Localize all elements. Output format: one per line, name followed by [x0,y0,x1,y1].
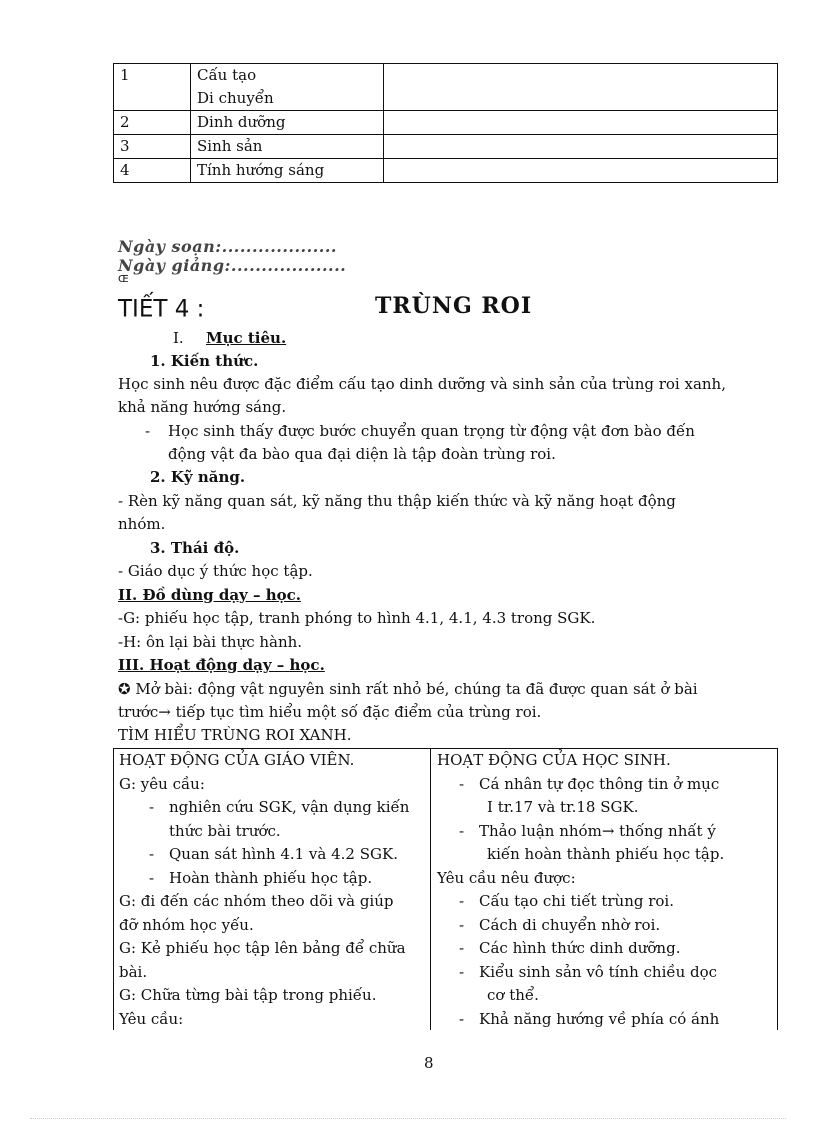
paragraph: nhóm. [118,515,166,533]
paragraph: - Giáo dục ý thức học tập. [118,562,313,580]
paragraph: khả năng hướng sáng. [118,398,287,416]
empty-cell [384,159,778,183]
student-line: kiến hoàn thành phiếu học tập. [487,845,725,863]
teacher-line: G: Kẻ phiếu học tập lên bảng để chữa [119,939,406,957]
student-bullet: - Kiểu sinh sản vô tính chiều dọc [459,962,718,981]
paragraph: - Rèn kỹ năng quan sát, kỹ năng thu thập kiến thức và kỹ năng hoạt động [118,492,676,510]
page-number: 8 [424,1054,434,1072]
row-number: 2 [114,111,191,135]
page-bottom-rule [30,1118,786,1119]
row-content: Dinh dưỡng [191,111,384,135]
subsection-knowledge: 1. Kiến thức. [150,352,259,370]
activity-table [113,748,778,1030]
column-divider [430,749,431,1030]
student-bullet: - Cách di chuyển nhờ roi. [459,915,661,934]
student-bullet: - Thảo luận nhóm→ thống nhất ý [459,821,716,840]
paragraph: Học sinh thấy được bước chuyển quan trọng từ động vật đơn bào đến [168,422,695,440]
row-number: 1 [114,64,191,111]
teacher-bullet: - Quan sát hình 4.1 và 4.2 SGK. [149,845,398,863]
teacher-line: thức bài trước. [169,821,281,840]
row-item: Cấu tạo [197,66,257,84]
paragraph: -G: phiếu học tập, tranh phóng to hình 4.1, 4.1, 4.3 trong SGK. [118,609,596,627]
teacher-header: HOẠT ĐỘNG CỦA GIÁO VIÊN. [119,751,355,769]
student-bullet: - Các hình thức dinh dưỡng. [459,939,681,957]
student-bullet: - Cá nhân tự đọc thông tin ở mục [459,774,720,793]
row-content: Sinh sản [191,135,384,159]
empty-cell [384,64,778,111]
row-content [191,64,384,111]
student-bullet: - Khả năng hướng về phía có ánh [459,1009,720,1028]
teacher-line: G: yêu cầu: [119,774,205,793]
teacher-line: G: Chữa từng bài tập trong phiếu. [119,986,377,1004]
table-row [114,64,778,111]
row-number: 3 [114,135,191,159]
ce-mark: Œ [118,274,129,285]
paragraph: -H: ôn lại bài thực hành. [118,633,303,651]
section-2-title: II. Đồ dùng dạy – học. [118,586,301,604]
teacher-line: đỡ nhóm học yếu. [119,915,254,934]
lesson-title: TRÙNG ROI [375,293,533,319]
row-item: Di chuyển [197,89,274,107]
paragraph: ✪ Mở bài: động vật nguyên sinh rất nhỏ bé, chúng ta đã được quan sát ở bài [118,680,698,698]
section-1-title: Mục tiêu. [206,329,287,347]
activity-heading: TÌM HIỂU TRÙNG ROI XANH. [118,726,352,744]
section-3-title: III. Hoạt động dạy – học. [118,656,325,674]
student-column [437,749,772,1031]
student-bullet: - Cấu tạo chi tiết trùng roi. [459,892,674,910]
subsection-attitude: 3. Thái độ. [150,539,240,557]
teacher-line: Yêu cầu: [119,1009,184,1028]
table-row [114,111,778,135]
summary-table [113,63,778,183]
row-number: 4 [114,159,191,183]
section-1-number: I. [173,329,184,347]
student-line: cơ thể. [487,986,539,1004]
student-line: Yêu cầu nêu được: [437,868,576,887]
student-header: HOẠT ĐỘNG CỦA HỌC SINH. [437,751,671,769]
ngay-soan: Ngày soạn:................... [118,237,337,256]
teacher-column [119,749,424,1031]
ngay-giang: Ngày giảng:................... [118,256,347,275]
empty-cell [384,135,778,159]
paragraph: trước→ tiếp tục tìm hiểu một số đặc điểm của trùng roi. [118,703,542,721]
empty-cell [384,111,778,135]
table-row [114,159,778,183]
teacher-line: bài. [119,962,148,981]
bullet-dash: - [145,422,151,440]
teacher-bullet: - Hoàn thành phiếu học tập. [149,868,373,887]
paragraph: động vật đa bào qua đại diện là tập đoàn trùng roi. [168,445,556,463]
lesson-number: TIẾT 4 : [118,295,205,323]
table-row [114,135,778,159]
paragraph: Học sinh nêu được đặc điểm cấu tạo dinh dưỡng và sinh sản của trùng roi xanh, [118,375,726,393]
row-content: Tính hướng sáng [191,159,384,183]
subsection-skills: 2. Kỹ năng. [150,468,246,486]
teacher-line: G: đi đến các nhóm theo dõi và giúp [119,892,394,910]
student-line: I tr.17 và tr.18 SGK. [487,798,639,816]
teacher-bullet: - nghiên cứu SGK, vận dụng kiến [149,798,410,816]
